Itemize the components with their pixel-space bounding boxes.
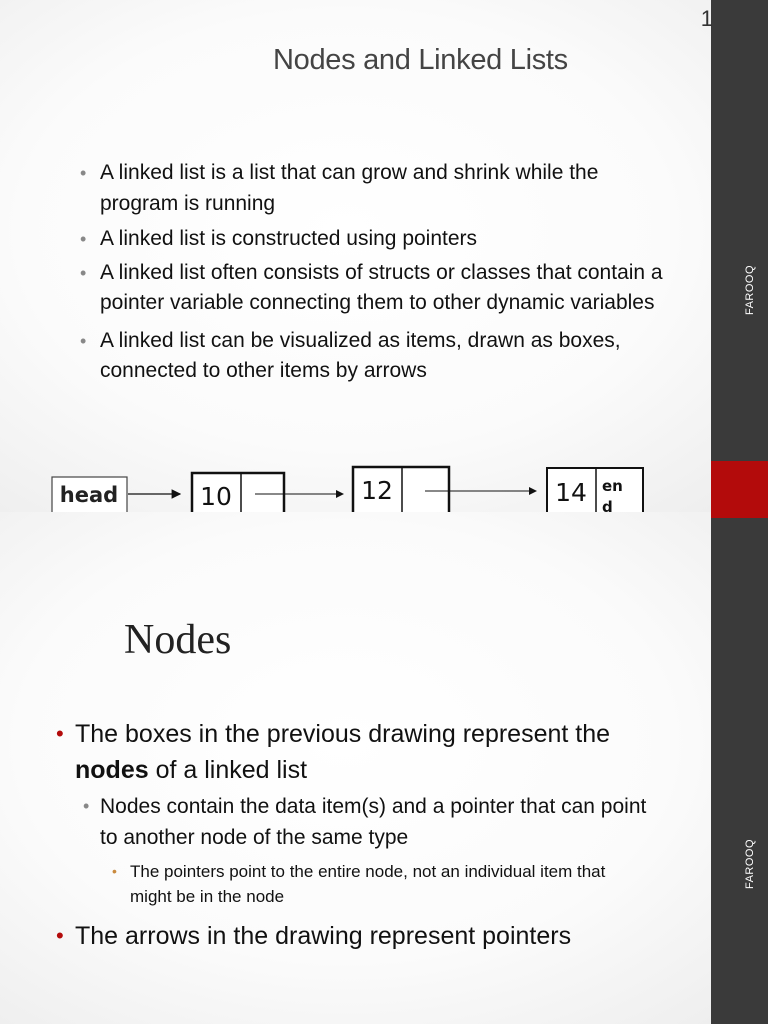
bullet-text: of a linked list <box>148 756 308 784</box>
slide-2 <box>0 512 768 1024</box>
bullet-level1-arrows: • The arrows in the drawing represent pointers <box>56 918 676 954</box>
bullet-item: • A linked list can be visualized as items, drawn as boxes, connected to other items by arrows <box>78 326 668 387</box>
node-value: 12 <box>361 476 393 505</box>
slide-title: Nodes <box>124 617 232 663</box>
end-marker-line1: en <box>602 477 623 495</box>
sidebar-author-label: FAROOQ <box>744 264 756 316</box>
bullet-item: • A linked list is a list that can grow and shrink while the program is running <box>78 158 668 219</box>
bullet-level3: • The pointers point to the entire node, not an individual item that might be in the node <box>110 859 630 909</box>
sidebar <box>711 512 768 1024</box>
sidebar-author-label: FAROOQ <box>744 838 756 890</box>
slide-title: Nodes and Linked Lists <box>273 44 568 76</box>
end-marker-line2: d <box>602 498 613 512</box>
node-value: 10 <box>200 482 232 511</box>
bullet-level1-nodes: • The boxes in the previous drawing represent the nodes of a linked list <box>56 720 611 784</box>
bullet-text: The arrows in the drawing represent pointers <box>75 922 572 950</box>
slide-number: 1 <box>700 6 713 31</box>
bullet-text: The boxes in the previous drawing represent the <box>75 720 611 748</box>
sidebar-accent-block <box>711 461 768 518</box>
bullet-item: • A linked list is constructed using pointers <box>78 224 668 255</box>
bullet-text: Nodes contain the data item(s) and a pointer that can point to another node of the same type <box>100 795 647 849</box>
node-12 <box>353 467 449 512</box>
bullet-item: • A linked list often consists of structs or classes that contain a pointer variable connecting them to other dynamic variables <box>78 258 668 319</box>
node-10 <box>192 473 284 512</box>
node-14 <box>547 468 643 512</box>
bullet-level2: • Nodes contain the data item(s) and a pointer that can point to another node of the same type <box>80 791 668 853</box>
head-box <box>52 477 127 512</box>
head-label: head <box>59 483 119 507</box>
node-value: 14 <box>555 478 587 507</box>
bullet-bold-term: nodes <box>75 756 149 784</box>
bullet-text: The pointers point to the entire node, not an individual item that might be in the node <box>130 862 606 906</box>
